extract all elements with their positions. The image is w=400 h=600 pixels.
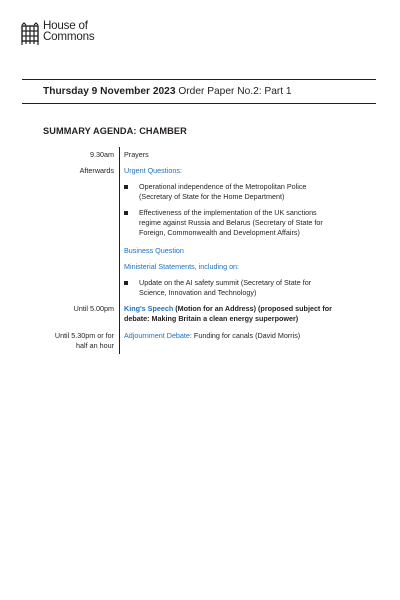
bullet-line: Science, Innovation and Technology)	[139, 288, 257, 297]
top-divider	[22, 79, 376, 80]
time-half-hour: half an hour	[76, 341, 114, 350]
ministerial-statements-link[interactable]: Ministerial Statements, including on:	[124, 262, 240, 271]
urgent-questions-link[interactable]: Urgent Questions:	[124, 166, 182, 175]
time-until-5pm: Until 5.00pm	[73, 304, 114, 313]
bullet-text	[139, 208, 323, 238]
time-until-530pm: Until 5.30pm or for	[54, 331, 114, 340]
prayers-item: Prayers	[124, 150, 149, 159]
logo-line-2: Commons	[43, 30, 95, 43]
bullet-text	[139, 278, 311, 298]
bottom-divider	[22, 103, 376, 104]
adjournment-topic: Funding for canals (David Morris)	[191, 331, 301, 340]
bullet-line: Update on the AI safety summit (Secretary of State for	[139, 278, 312, 287]
bullet-line: regime against Russia and Belarus (Secretary of State for	[139, 218, 323, 227]
paper-title: Order Paper No.2: Part 1	[175, 86, 292, 97]
adjournment-item	[124, 331, 300, 341]
bullet-text	[139, 182, 306, 202]
portcullis-icon	[20, 20, 40, 46]
time-prayers: 9.30am	[90, 150, 114, 159]
section-title: SUMMARY AGENDA: CHAMBER	[43, 126, 187, 136]
kings-speech-item	[124, 304, 332, 314]
kings-speech-subject: debate: Making Britain a clean energy superpower)	[124, 314, 299, 323]
business-question-link[interactable]: Business Question	[124, 246, 184, 255]
logo-text	[43, 20, 94, 42]
bullet-line: (Secretary of State for the Home Department)	[139, 192, 285, 201]
time-afterwards: Afterwards	[79, 166, 114, 175]
kings-speech-motion: (Motion for an Address) (proposed subject for	[173, 304, 332, 313]
agenda-divider-line	[119, 147, 120, 354]
paper-date: Thursday 9 November 2023	[43, 86, 176, 97]
adjournment-debate-link[interactable]: Adjournment Debate:	[124, 331, 192, 340]
bullet-icon	[124, 281, 128, 285]
order-paper-heading	[43, 86, 292, 97]
bullet-line: Operational independence of the Metropolitan Police	[139, 182, 307, 191]
logo-line-1: House of	[43, 19, 88, 32]
kings-speech-link[interactable]: King's Speech	[124, 304, 174, 313]
bullet-line: Foreign, Commonwealth and Development Affairs)	[139, 228, 300, 237]
bullet-icon	[124, 211, 128, 215]
house-of-commons-logo	[20, 20, 94, 48]
bullet-icon	[124, 185, 128, 189]
bullet-line: Effectiveness of the implementation of the UK sanctions	[139, 208, 317, 217]
